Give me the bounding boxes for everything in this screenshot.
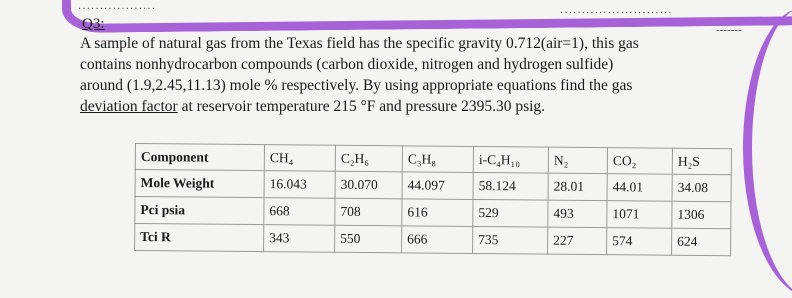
table-cell: 227: [548, 227, 607, 255]
dotted-line-right: ··························: [560, 8, 673, 19]
row-label: Component: [135, 144, 264, 171]
table-cell: 28.01: [548, 173, 607, 201]
table-cell: 574: [607, 228, 672, 256]
table-cell: 58.124: [473, 172, 548, 200]
table-cell: C₂H₆: [335, 145, 402, 172]
table-cell: 668: [264, 198, 335, 226]
table-cell: 1071: [607, 201, 672, 229]
dotted-line-left: ··················: [78, 4, 156, 15]
table-cell: CH₄: [264, 145, 335, 172]
table-cell: 1306: [672, 201, 731, 229]
question-line-2: contains nonhydrocarbon compounds (carbon dioxide, nitrogen and hydrogen sulfide): [80, 56, 614, 73]
question-text: [80, 33, 780, 117]
dash-mark: -------: [716, 24, 742, 36]
question-number: Q3:: [82, 16, 105, 32]
table-cell: 735: [473, 226, 548, 254]
table-cell: 44.01: [607, 174, 672, 202]
table-cell: 616: [402, 199, 473, 227]
component-properties-table: [134, 143, 732, 256]
table-row: [135, 224, 731, 256]
table-cell: C₃H₈: [402, 146, 473, 173]
purple-annotation-stroke-top: [62, 0, 792, 33]
question-line-3: around (1.9,2.45,11.13) mole % respectively. By using appropriate equations find the gas: [80, 77, 633, 94]
table-cell: 343: [264, 225, 335, 253]
underlined-phrase: deviation factor: [80, 98, 178, 115]
row-label: Mole Weight: [135, 170, 264, 198]
table-cell: 666: [402, 226, 473, 254]
table-cell: 34.08: [672, 174, 731, 202]
table-cell: N₂: [548, 147, 607, 174]
row-label: Tci R: [135, 224, 264, 252]
table-cell: 493: [548, 200, 607, 228]
question-line-4-rest: at reservoir temperature 215 °F and pressure 2395.30 psig.: [177, 98, 546, 115]
question-line-1: A sample of natural gas from the Texas field has the specific gravity 0.712(air=1), this gas: [80, 35, 639, 52]
table-cell: 708: [335, 198, 402, 226]
question-line-4: [80, 96, 780, 117]
table-cell: CO₂: [607, 148, 672, 175]
table-cell: H₂S: [672, 148, 731, 175]
table-cell: 624: [672, 228, 731, 256]
table-cell: i-C₄H₁₀: [473, 146, 548, 173]
table-cell: 550: [335, 225, 402, 253]
table-cell: 529: [473, 199, 548, 227]
table-cell: 30.070: [335, 171, 402, 199]
table-cell: 44.097: [402, 172, 473, 200]
row-label: Pci psia: [135, 197, 264, 225]
table-cell: 16.043: [264, 171, 335, 199]
